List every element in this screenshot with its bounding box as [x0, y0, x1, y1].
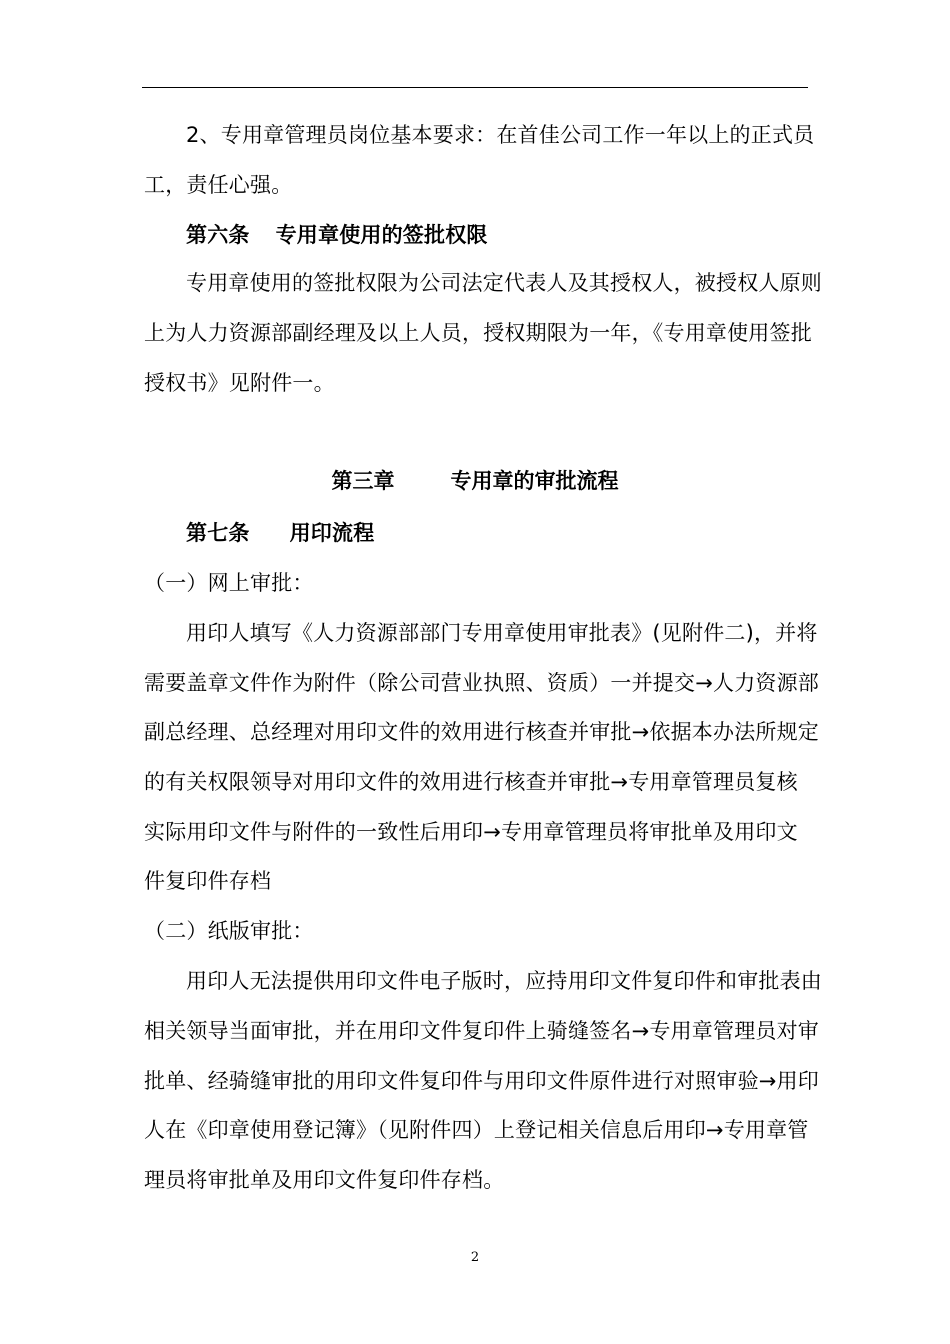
online-line-1: 用印人填写《人力资源部部门专用章使用审批表》(见附件二)，并将 — [186, 621, 818, 645]
article6-line-1: 专用章使用的签批权限为公司法定代表人及其授权人，被授权人原则 — [186, 271, 822, 295]
article6-heading — [186, 220, 488, 250]
article6-line-2: 上为人力资源部副经理及以上人员，授权期限为一年，《专用章使用签批 — [144, 321, 812, 345]
online-line-4: 的有关权限领导对用印文件的效用进行核查并审批→专用章管理员复核 — [144, 770, 798, 794]
article6-line-3: 授权书》见附件一。 — [144, 371, 335, 395]
online-line-6: 件复印件存档 — [144, 869, 272, 893]
paper-line-2: 相关领导当面审批，并在用印文件复印件上骑缝签名→专用章管理员对审 — [144, 1019, 819, 1043]
article6-title: 专用章使用的签批权限 — [275, 223, 488, 247]
chapter3-heading — [0, 466, 950, 496]
item2-line-1: 2、专用章管理员岗位基本要求：在首佳公司工作一年以上的正式员 — [186, 123, 815, 147]
paper-line-3: 批单、经骑缝审批的用印文件复印件与用印文件原件进行对照审验→用印 — [144, 1069, 819, 1093]
online-approval-heading: （一）网上审批： — [144, 571, 314, 595]
paper-line-1: 用印人无法提供用印文件电子版时，应持用印文件复印件和审批表由 — [186, 969, 822, 993]
chapter3-label: 第三章 — [331, 469, 395, 493]
article7-title: 用印流程 — [289, 521, 375, 545]
article7-label: 第七条 — [186, 521, 250, 545]
paper-approval-heading: （二）纸版审批： — [144, 919, 314, 943]
paper-line-5: 理员将审批单及用印文件复印件存档。 — [144, 1168, 505, 1192]
online-line-2: 需要盖章文件作为附件（除公司营业执照、资质）一并提交→人力资源部 — [144, 671, 819, 695]
item2-line-2: 工，责任心强。 — [144, 173, 293, 197]
online-line-3: 副总经理、总经理对用印文件的效用进行核查并审批→依据本办法所规定 — [144, 720, 819, 744]
chapter3-title: 专用章的审批流程 — [450, 469, 619, 493]
online-line-5: 实际用印文件与附件的一致性后用印→专用章管理员将审批单及用印文 — [144, 820, 798, 844]
article7-heading — [186, 518, 374, 548]
paper-line-4: 人在《印章使用登记簿》（见附件四）上登记相关信息后用印→专用章管 — [144, 1118, 809, 1142]
page-number: 2 — [470, 1250, 480, 1265]
header-rule — [142, 87, 808, 88]
article6-label: 第六条 — [186, 223, 250, 247]
